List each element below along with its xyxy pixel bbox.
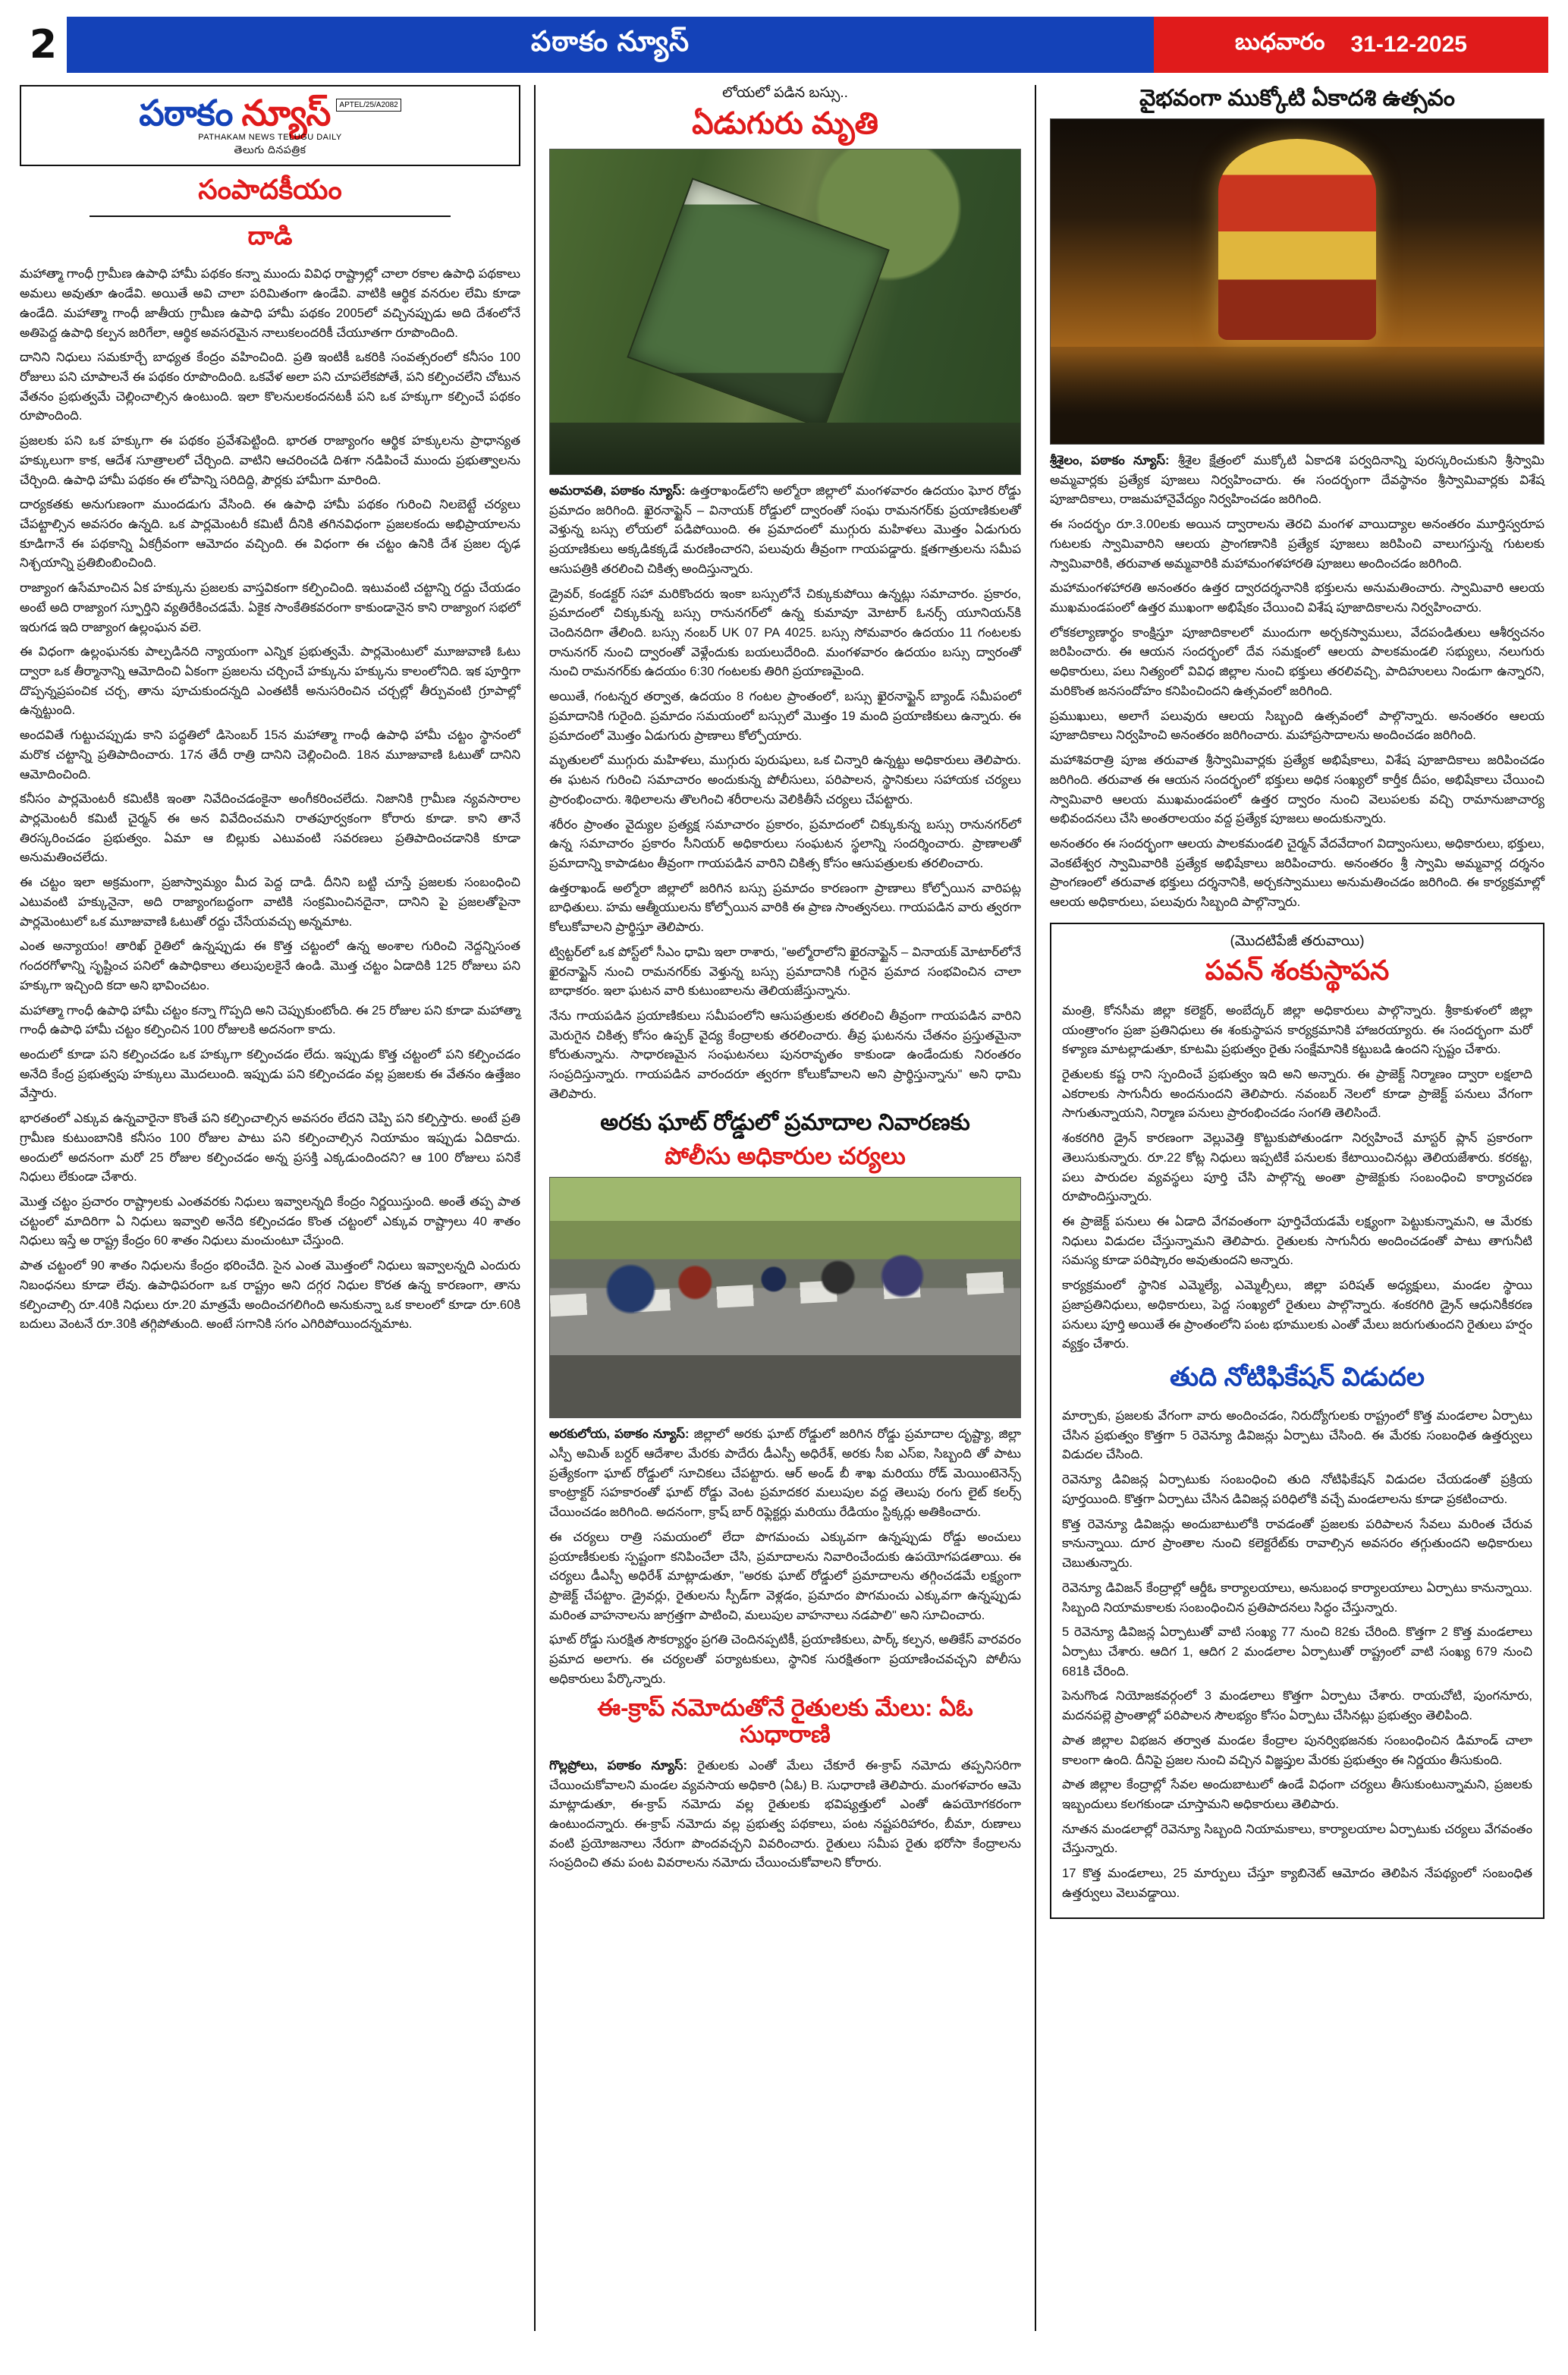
road-story-paragraph: [549, 1424, 1021, 1522]
pawan-story-paragraph: ఈ ప్రాజెక్ట్ పనులు ఈ ఏడాది వేగవంతంగా పూర్తిచేయడమే లక్ష్యంగా పెట్టుకున్నామని, ఆ మేరకు నిధులు విడుదల చేస్తున్నామని తెలిపారు. రైతులకు సాగునీరు అందించడంతో పాటు తాగునీటి సమస్య కూడా పరిష్కారం అవుతుందని అన్నారు.: [1062, 1214, 1532, 1268]
temple-story-headline: వైభవంగా ముక్కోటి ఏకాదశి ఉత్సవం: [1139, 86, 1456, 111]
editorial-label: సంపాదకీయం: [198, 174, 342, 206]
crop-story-headline: ఈ-క్రాప్ నమోదుతోనే రైతులకు మేలు: ఏఓ సుధారాణి: [597, 1694, 973, 1748]
crop-story-paragraph: [549, 1756, 1021, 1873]
notification-story-paragraph: రెవెన్యూ డివిజన్ల ఏర్పాటుకు సంబంధించి తుది నోటిఫికేషన్ విడుదల చేయడంతో ప్రక్రియ పూర్తయింది. కొత్తగా ఏర్పాటు చేసిన డివిజన్ల పరిధిలోకి వచ్చే మండలాలను కూడా ప్రకటించారు.: [1062, 1472, 1532, 1506]
bus-story-headline: ఏడుగురు మృతి: [692, 107, 878, 140]
notification-story-body: [1062, 1406, 1532, 1903]
bus-story-paragraph: అయితే, గంటన్నర తర్వాత, ఉదయం 8 గంటల ప్రాంతంలో, బస్సు ఖైరనాప్టైన్ బ్యాండ్ సమీపంలో ప్రమాదానికి గురైంది. ప్రమాదం సమయంలో బస్సులో మొత్తం 19 మంది ప్రయాణికులు ఉన్నారు. ఈ ప్రమాదంలో మొత్తం ఏడుగురు ప్రాణాలు కోల్పోయారు.: [549, 689, 1021, 743]
pawan-story-body: [1062, 1001, 1532, 1354]
road-story-headline-line2: పోలీసు అధికారుల చర్యలు: [665, 1142, 906, 1169]
temple-story-paragraph: అనంతరం ఈ సందర్భంగా ఆలయ పాలకమండలి చైర్మన్ వేదవేదాంగ విద్వాంసులు, అధికారులు, భక్తులు, వెంకటేశ్వర స్వామివారికి ప్రత్యేక అభిషేకాలు జరిపించారు. అనంతరం శ్రీ స్వామి అమ్మవార్ల దర్శనం ప్రాంగణంలో తరువాత భక్తులు దర్శనానికి, అర్చకస్వాములు అనుమతించడం జరిగింది. ఈ కార్యక్రమాల్లో ఆలయ అధికారులు, పలువురు సిబ్బంది పాల్గొన్నారు.: [1050, 835, 1544, 910]
column-editorial: [20, 85, 536, 2331]
notification-story-paragraph: పాత జిల్లాల కేంద్రాల్లో సేవల అందుబాటులో ఉండే విధంగా చర్యలు తీసుకుంటున్నామని, ప్రజలకు ఇబ్బందులు కలగకుండా చూస్తామని అధికారులు తెలిపారు.: [1062, 1777, 1532, 1811]
bus-story-kicker: లోయలో పడిన బస్సు..: [722, 85, 848, 101]
temple-story-paragraph: మహామంగళహారతి అనంతరం ఉత్తర ద్వారదర్శనానికి భక్తులను అనుమతించారు. స్వామివారి ఆలయ ముఖమండపంలో ఉత్తర ముఖంగా అభిషేకం చేయించి విశేష పూజాదికాలను నిర్వహించారు.: [1050, 580, 1544, 615]
road-story-dateline: అరకులోయ, పఠాకం న్యూస్:: [549, 1427, 690, 1442]
bus-story-paragraph: నేను గాయపడిన ప్రయాణికులు సమీపంలోని ఆసుపత్రులకు తరలించి తీవ్రంగా గాయపడిన వారిని మెరుగైన చికిత్స కోసం ఉప్పక్ వైద్య కేంద్రాలకు తరలించారు. తీవ్ర ఘటనను చేతనం ప్రస్తుతమైనా కోరుతున్నాను. సాధారణమైన సంఘటనలు పునరావృతం కాకుండా ఉండేందుకు నిరంతరం సంప్రదిస్తున్నారు. గాయపడిన వారందరూ త్వరగా కోలుకోవాలని అని ప్రార్థిస్తున్నాను" అని ధామి తెలిపారు.: [549, 1008, 1021, 1101]
column-news-right: [1036, 85, 1544, 2331]
road-story-body: [549, 1424, 1021, 1688]
road-story-lead: జిల్లాలో అరకు ఘాట్ రోడ్డులో జరిగిన రోడ్డు ప్రమాదాల దృష్ట్యా, జిల్లా ఎస్పీ అమిత్ బర్దర్ ఆదేశాల మేరకు పాదేరు డీఎస్పీ అధిరేశ్, అరకు సీఐ ఎస్ఐ, సిబ్బంది తో పాటు ప్రత్యేకంగా ఘాట్ రోడ్డులో సూచికలు చేపట్టారు. ఆర్ అండ్ బీ శాఖ మరియు రోడ్ మెయింటెనెన్స్ కాంట్రాక్టర్ సహకారంతో ఘాట్ రోడ్డు వెంట ప్రమాదకర మలుపుల వద్ద తెలుపు రంగు లైట్ కలర్స్ చేయించడం జరిగింది. అదనంగా, క్రాష్ బార్ రిఫ్లెక్టర్లు మరియు రేడియం స్టిక్కర్లు అతికించారు.: [549, 1427, 1021, 1520]
editorial-paragraph: అందులో కూడా పని కల్పించడం ఒక హక్కుగా కల్పించడం లేదు. ఇప్పుడు కొత్త చట్టంలో పని కల్పించడం అనేది కేంద్ర ప్రభుత్వపు హక్కులు మొదలుంది. ఇప్పుడు పని కల్పించడం వల్ల ప్రజలకు ఈ వేతనం ఉత్తేజం వేస్తారు.: [20, 1046, 520, 1101]
temple-story-paragraph: ప్రముఖులు, అలాగే పలువురు ఆలయ సిబ్బంది ఉత్సవంలో పాల్గొన్నారు. అనంతరం ఆలయ పూజాదికాలు నిర్వహించి అనంతరం జరిగించారు. మహాప్రసాదాలను అందించడం జరిగింది.: [1050, 708, 1544, 743]
crop-story-body: [549, 1756, 1021, 1873]
bus-story-paragraph: మృతులలో ముగ్గురు మహిళలు, ముగ్గురు పురుషులు, ఒక చిన్నారి ఉన్నట్టు అధికారులు తెలిపారు. ఈ ఘటన గురించి సమాచారం అందుకున్న పోలీసులు, పరిపాలన, స్థానికులు సహాయక చర్యలు ప్రారంభించారు. శిథిలాలను తొలగించి శరీరాలను వెలికితీసే చర్యలు చేపట్టారు.: [549, 753, 1021, 807]
temple-story-lead: శ్రీశైల క్షేత్రంలో ముక్కోటి ఏకాదశి పర్వదినాన్ని పురస్కరించుకుని శ్రీస్వామి అమ్మవార్లకు ప్రత్యేక పూజలు నిర్వహించారు. ఈ సందర్భంగా దేవస్థానం శ్రీస్వామివార్లకు విశేష పూజాదికాలు, రాజమహానైవేద్యం నిర్వహించడం జరిగింది.: [1050, 453, 1544, 507]
crop-story-lead: రైతులకు ఎంతో మేలు చేకూరే ఈ-క్రాప్ నమోదు తప్పనిసరిగా చేయించుకోవాలని మండల వ్యవసాయ అధికారి (ఏఓ) B. సుధారాణి తెలిపారు. మంగళవారం ఆమె మాట్లాడుతూ, ఈ-క్రాప్ నమోదు వల్ల రైతులకు భవిష్యత్తులో ఎంతో ఉపయోగకరంగా ఉంటుందన్నారు. ఈ-క్రాప్ నమోదు వల్ల ప్రభుత్వ పథకాలు, పంట నష్టపరిహారం, బీమా, రుణాలు వంటి ప్రయోజనాలు నేరుగా పొందవచ్చని వివరించారు. రైతులు సమీప రైతు భరోసా కేంద్రాలను సంప్రదించి తమ పంట వివరాలను నమోదు చేయించుకోవాలని కోరారు.: [549, 1757, 1021, 1870]
masthead-tagline-te: తెలుగు దినపత్రిక: [234, 143, 306, 156]
notification-story-paragraph: రెవెన్యూ డివిజన్ కేంద్రాల్లో ఆర్డీఓ కార్యాలయాలు, అనుబంధ కార్యాలయాలు ఏర్పాటు కానున్నాయి. సిబ్బంది నియామకాలకు సంబంధించిన ప్రతిపాదనలు సిద్ధం చేస్తున్నారు.: [1062, 1580, 1532, 1615]
temple-story-paragraph: మహాశివరాత్రి పూజ తరువాత శ్రీస్వామివార్లకు ప్రత్యేక అభిషేకాలు, విశేష పూజాదికాలు జరిపించడం జరిగింది. తరువాత ఈ ఆయన సందర్భంలో భక్తులు అధిక సంఖ్యలో కార్తీక దీపం, అభిషేకాలు చేయించి స్వామివారి ఆలయ ముఖమండపంలో ఉత్తర ద్వారం నుంచి వెలుపలకు వచ్చి రామానుజాచార్య అభివందనలు చేసి అంతరాలయం వద్ద ప్రత్యేక పూజలు అందుకున్నారు.: [1050, 753, 1544, 826]
editorial-paragraph: కనీసం పార్లమెంటరీ కమిటీకి ఇంతా నివేదించడంకైనా అంగీకరించలేదు. నిజానికి గ్రామీణ న్యవసారాల పార్లమెంటరీ కమిటీ చైర్మన్ ఈ అన వివేదించమని రాతపూర్వకంగా కోరారు కూడా. కాని తానే తిరస్కరించడం ప్రభుత్వం. ఏమా ఆ బిల్లుకు ఎటువంటి సవరణలు ప్రతిపాదించడానికి కూడా అనుమతించలేదు.: [20, 791, 520, 865]
page-header-bar: [20, 17, 1548, 73]
paper-title-banner: పఠాకం న్యూస్: [67, 17, 1154, 73]
editorial-paragraph: ప్రజలకు పని ఒక హక్కుగా ఈ పథకం ప్రవేశపెట్టింది. భారత రాజ్యాంగం ఆర్థిక హక్కులను ప్రాధాన్యత హక్కులుగా కాక, ఆదేశ సూత్రాలలో చేర్చింది. వాటిని ఆచరించడి దిశగా నడిపించే ముందు ప్రభుత్వాలను చేర్చింది. ఉపాధి హామీ పథకం ఈ లోపాన్ని సరిదిద్ది, పౌర్లకు హామీగా మారింది.: [20, 433, 520, 487]
editorial-paragraph: మహాత్మా గాంధీ గ్రామీణ ఉపాధి హామీ పథకం కన్నా ముందు వివిధ రాష్ట్రాల్లో చాలా రకాల ఉపాధి పథకాలు అమలు అవుతూ ఉండేవి. అయితే అవి చాలా పరిమితంగా ఉండేవి. వాటికి ఆర్థిక వనరుల లేమి కూడా ఉండేది. మహాత్మా గాంధీ జాతీయ గ్రామీణ ఉపాధి హామీ పథకం 2005లో వచ్చినప్పుడు అది దేశంలోనే అతిపెద్ద ఉపాధి కల్పన జరిగేలా, ఆర్థిక అవసరమైన నాలుకలందరికీ చేయూతగా రూపొందింది.: [20, 266, 520, 340]
pawan-story-paragraph: కార్యక్రమంలో స్థానిక ఎమ్మెల్యే, ఎమ్మెల్సీలు, జిల్లా పరిషత్ అధ్యక్షులు, మండల స్థాయి ప్రజాప్రతినిధులు, అధికారులు, పెద్ద సంఖ్యలో రైతులు పాల్గొన్నారు. శంకరగిరి డ్రైన్ ఆధునికీకరణ పనులు పూర్తి అయితే ఈ ప్రాంతంలోని పంట భూములకు ఎంతో మేలు జరుగుతుందని రైతులు హర్షం వ్యక్తం చేశారు.: [1062, 1278, 1532, 1351]
notification-story-paragraph: నూతన మండలాల్లో రెవెన్యూ సిబ్బంది నియామకాలు, కార్యాలయాల ఏర్పాటుకు చర్యలు వేగవంతం చేస్తున్నారు.: [1062, 1821, 1532, 1856]
editorial-paragraph: దార్యకతకు అనుగుణంగా ముందడుగు వేసింది. ఈ ఉపాధి హామీ పథకం గురించి నిలబెట్టే చర్యలు చేపట్టాల్సిన అవసరం ఉన్నది. ఒక పార్లమెంటరీ కమిటీ దీనికి తగినవిధంగా ప్రజలకందు అభిప్రాయాలను కూడిగానే ఈ పథకాన్ని ఏకగ్రీవంగా ఆమోదం వచ్చింది. ఈ విధంగా ఈ చట్టం ఉనికి దేశ ప్రజల దృఢ నిశ్చయాన్ని ప్రతిబింబించింది.: [20, 497, 520, 571]
date-label: 31-12-2025: [1350, 32, 1467, 57]
notification-story-paragraph: 17 కొత్త మండలాలు, 25 మార్పులు చేస్తూ క్యాబినెట్ ఆమోదం తెలిపిన నేపథ్యంలో సంబంధిత ఉత్తర్వులు వెలువడ్డాయి.: [1062, 1866, 1532, 1900]
page-number: 2: [20, 17, 67, 73]
date-banner: [1154, 17, 1548, 73]
notification-story-paragraph: మార్చాకు, ప్రజలకు వేగంగా వారు అందించడం, నిరుద్యోగులకు రాష్ట్రంలో కొత్త మండలాల ఏర్పాటు చేసిన ప్రభుత్వం కొత్తగా 5 రెవెన్యూ డివిజన్లు ఏర్పాటు చేసింది. ఈ మేరకు సంబంధిత ఉత్తర్వులు విడుదల చేసింది.: [1062, 1408, 1532, 1462]
bus-story-paragraph: శరీరం ప్రాంతం వైద్యుల ప్రత్యక్ష సమాచారం ప్రకారం, ప్రమాదంలో చిక్కుకున్న బస్సు రానునగర్‌లో ఉన్న సమాచారం ప్రకారం సీనియర్ అధికారులు సంఘటన స్థలాన్ని సందర్శించారు. ప్రాణాలతో ప్రమాదాన్ని కాపాడటం తీవ్రంగా గాయపడిన వారిని చికిత్స కోసం ఆసుపత్రులకు తరలించారు.: [549, 816, 1021, 870]
notification-story-paragraph: కొత్త రెవెన్యూ డివిజన్లు అందుబాటులోకి రావడంతో ప్రజలకు పరిపాలన సేవలు మరింత చేరువ కానున్నాయి. దూర ప్రాంతాల నుంచి కలెక్టరేట్‌కు రావాల్సిన అవసరం తగ్గుతుందని అధికారులు చెబుతున్నారు.: [1062, 1516, 1532, 1571]
editorial-body: [20, 264, 520, 1334]
temple-story-body: [1050, 451, 1544, 912]
bus-story-lead: ఉత్తరాఖండ్‌లోని అల్మోరా జిల్లాలో మంగళవారం ఉదయం ఘోర రోడ్డు ప్రమాదం జరిగింది. ఖైరనాప్టైన్ – వినాయక్ రోడ్డులో ద్వారంతో సంఘ రామనగర్‌కు ప్రయాణికులతో వెళ్తున్న బస్సు లోయలో పడిపోయింది. ఈ ప్రమాదంలో ముగ్గురు మహిళలు మొత్తం ఏడుగురు ప్రయాణికులు అక్కడికక్కడే మరణించారని, పలువురు తీవ్రంగా గాయపడ్డారు. క్షతగాత్రులను సమీప ఆసుపత్రికి తరలించి చికిత్స అందిస్తున్నారు.: [549, 483, 1021, 576]
notification-story-paragraph: పాత జిల్లాల విభజన తర్వాత మండల కేంద్రాల పునర్విభజనకు సంబంధించిన డిమాండ్ చాలా కాలంగా ఉంది. దీనిపై ప్రజల నుంచి వచ్చిన విజ్ఞప్తుల మేరకు ప్రభుత్వం ఈ నిర్ణయం తీసుకుంది.: [1062, 1732, 1532, 1767]
weekday-label: బుధవారం: [1235, 29, 1325, 55]
editorial-paragraph: భారతంలో ఎక్కువ ఉన్నవారైనా కొంతే పని కల్పించాల్సిన అవసరం లేదని చెప్పి పని కల్పిస్తారు. అంటే ప్రతి గ్రామీణ కుటుంబానికి కనీసం 100 రోజుల పాటు పని కల్పించాల్సిన నియామం ఇప్పుడు ఏదికాదు. అందులో అదనంగా మరో 25 రోజుల కల్పించడం అన్న ప్రసక్తి ఎక్కడుందిందని? ఆ 100 రోజులు పనికే నిధులు లేకుండా చేశారు.: [20, 1111, 520, 1184]
page-columns: [20, 85, 1548, 2331]
editorial-paragraph: అందవితే గుట్టుచప్పుడు కాని పద్ధతిలో డిసెంబర్ 15న మహాత్మా గాంధీ ఉపాధి హామీ చట్టం స్థానంలో మరొక చట్టాన్ని ప్రతిపాదించారు. 17న తేదీ రాత్రి దానిని చెల్లించింది. 18న మూజువాణి ఓటుతో దానిని ఆమోదించింది.: [20, 728, 520, 782]
masthead-side-info: [336, 94, 401, 114]
masthead-logo-block: [20, 85, 520, 166]
temple-story-paragraph: లోకకల్యాణార్థం కాంక్షిస్తూ పూజాదికాలలో ముందుగా అర్చకస్వాములు, వేదపండితులు ఆశీర్వచనం జరిపించారు. ఈ ఆయన సందర్భంలో దేవ సమక్షంలో ఆలయ పాలకమండలి సభ్యులు, నలుగురు అధికారులు, పలు నిత్యంలో వివిధ జిల్లాల నుంచి భక్తులు తరలివచ్చి, పాదిహులలు నిండుగా ఉన్నారని, మరికొంత జనసందోహం కనిపించిందని ఉత్సవంలో జరిగింది.: [1050, 624, 1544, 698]
bus-story-paragraph: డ్రైవర్, కండక్టర్ సహా మరికొందరు ఇంకా బస్సులోనే చిక్కుకుపోయి ఉన్నట్లు సమాచారం. ప్రకారం, ప్రమాదంలో చిక్కుకున్న బస్సు రానునగర్‌లో ఉన్న కుమావూ మోటార్ ఓనర్స్ యూనియన్‌కి చెందినదిగా తేలింది. బస్సు నంబర్ UK 07 PA 4025. బస్సు సోమవారం ఉదయం 11 గంటలకు రానునగర్ నుంచి ద్వారంతో వెళ్లేందుకు బయలుదేరింది. మంగళవారం ఉదయం బస్సు ద్వారంతో నుంచి రామనగర్‌కు ఉదయం 6:30 గంటలకు తిరిగి ప్రయాణమైంది.: [549, 586, 1021, 679]
pawan-story-paragraph: శంకరగిరి డ్రైన్ కారణంగా వెల్లువెత్తి కొట్టుకుపోతుండగా నిర్వహించే మాస్టర్ ప్లాన్ ప్రకారంగా తెలుసుకున్నారు. రూ.22 కోట్ల నిధులు ఇప్పటికే పనులకు కేటాయించినట్లు తెలియజేశారు. కరకట్ట, పలు పారుదల వ్యవస్థలు పూర్తి చేసి పాల్గొన్న అంతా ప్రాజెక్టుకు సంబంధించి కార్యాచరణ రూపొందిస్తున్నారు.: [1062, 1131, 1532, 1204]
road-story-paragraph: ఈ చర్యలు రాత్రి సమయంలో లేదా పొగమంచు ఎక్కువగా ఉన్నప్పుడు రోడ్డు అంచులు ప్రయాణీకులకు స్పష్టంగా కనిపించేలా చేసి, ప్రమాదాలను నివారించేందుకు ఉపయోగపడతాయి. ఈ చర్యలు డీఎస్పీ అధిరేశ్ మాట్లాడుతూ, "అరకు ఘాట్ రోడ్డులో ప్రమాదాలను తగ్గించడమే లక్ష్యంగా ప్రాజెక్ట్ చేపట్టాం. డ్రైవర్లు, రైతులను స్పీడ్‌గా వెళ్లడం, ప్రమాదం పొగమంచు ఎక్కువగా ఉన్నప్పుడు మరింత వాహనాలను జాగ్రత్తగా పాటించి, మలుపుల వాహనాలు నడపాలి" అని సూచించారు.: [549, 1529, 1021, 1622]
temple-story-paragraph: [1050, 451, 1544, 509]
temple-story-paragraph: ఈ సందర్భం రూ.3.00లకు అయిన ద్వారాలను తెరచి మంగళ వాయిద్యాల అనంతరం మూర్తిస్వరూప గుటలకు స్వామివారిని ఆలయ ప్రాంగణానికి ప్రత్యేక పూజలు జరిపించి వాలుగస్తున్న గుటలకు స్వామివారికి, తరువాత అమ్మవారికి మహామంగళహారతి పూజలు అందించడం జరిగింది.: [1050, 517, 1544, 571]
pawan-story-continued-label: (మొదటిపేజీ తరువాయి): [1230, 933, 1365, 949]
notification-story-paragraph: పెనుగొండ నియోజకవర్గంలో 3 మండలాలు కొత్తగా ఏర్పాటు చేశారు. రాయచోటి, పుంగనూరు, మదనపల్లె ప్రాంతాల్లో పరిపాలన సౌలభ్యం కోసం ఏర్పాటు చేసినట్లు ప్రభుత్వం తెలిపింది.: [1062, 1688, 1532, 1723]
bus-story-paragraph: [549, 481, 1021, 579]
editorial-paragraph: పాత చట్టంలో 90 శాతం నిధులను కేంద్రం భరించేది. సైన ఎంత మొత్తంలో నిధులు ఇవ్వాలన్నది ఎందురు నిబంధనలు కూడా లేవు. ఉపాధిపరంగా ఒక రాష్ట్రం అని దగ్గర నిధుల కొరత ఉన్న కారణంగా, తాను కల్పించాల్సి రూ.40కి నిధులు రూ.20 మాత్రమే అందించగలిగింది అనుకున్నా ఒక కాలంలో కూడా రూ.60కి బదులు వెంటనే రూ.30కి తగ్గిపోతుంది. అంటే సగానికి సగం ఎగిరిపోయిందన్నమాట.: [20, 1258, 520, 1332]
editorial-paragraph: మహాత్మా గాంధీ ఉపాధి హామీ చట్టం కన్నా గొప్పది అని చెప్పుకుంటోంది. ఈ 25 రోజుల పని కూడా మహాత్మా గాంధీ ఉపాధి హామీ చట్టం కల్పించిన 100 రోజులకి అదనంగా కాదు.: [20, 1002, 520, 1037]
pawan-story-headline: పవన్ శంకుస్థాపన: [1205, 954, 1390, 986]
masthead-logo-word2: న్యూస్: [241, 93, 331, 133]
bus-story-paragraph: ట్విట్టర్‌లో ఒక పోస్ట్‌లో సీఎం ధామి ఇలా రాశారు, "అల్మోరాలోని ఖైరనాప్టైన్ – వినాయక్ మోటార్‌లోనే ఖైరనాప్టైన్ నుంచి రామనగర్‌కు వెళ్తున్న బస్సు ప్రమాదానికి గురైన ప్రమాద సంభవించిన చాలా బాధాకరం. ఇలా ఘటన వారి కుటుంబాలను తెలియజేస్తున్నాను.: [549, 944, 1021, 999]
temple-story-dateline: శ్రీశైలం, పఠాకం న్యూస్:: [1050, 453, 1170, 467]
editorial-paragraph: మొత్త చట్టం ప్రచారం రాష్ట్రాలకు ఎంతవరకు నిధులు ఇవ్వాలన్నది కేంద్రం నిర్ణయిస్తుంది. అంతే తప్ప పాత చట్టంలో మాదిరిగా ఏ నిధులు ఇవ్వాలి అనేది కల్పించడం కొంత చట్టంలో ఎక్కువ రాష్ట్రాలు 40 శాతం నిధులు ఇస్తే అ రాష్ట్ర కేంద్రం 60 శాతం నిధులు మంచుంటూ చేస్తుంది.: [20, 1194, 520, 1248]
editorial-paragraph: దానిని నిధులు సమకూర్చే బాధ్యత కేంద్రం వహించింది. ప్రతి ఇంటికీ ఒకరికి సంవత్సరంలో కనీసం 100 రోజులు పని చూపాలనే ఈ పథకం రూపొందింది. ఒకవేళ అలా పని చూపలేకపోతే, పని కల్పించలేని చోటున వేతనం ప్రభుత్వమే చెల్లించాల్సిన ఉంటుంది. ఇలా కొలనులకందనటకీ పని ఒక హక్కుగా కల్పించే పథకం రూపొందింది.: [20, 350, 520, 423]
editorial-paragraph: ఈ చట్టం ఇలా అక్రమంగా, ప్రజాస్వామ్యం మీద పెద్ద దాడి. దీనిని బట్టి చూస్తే ప్రజలకు సంబంధించి ఎటువంటి హక్కునైనా, అది రాజ్యాంగబద్ధంగా వాటికి సంక్రమించినదైనా, దానిని పై ప్రజలతోపైనా పార్లమెంటులో ఒక మూజువాణి ఓటుతో రద్దు చేసేయవచ్చు అన్నమాట.: [20, 875, 520, 929]
road-safety-photo: [549, 1177, 1021, 1418]
bus-story-body: [549, 481, 1021, 1104]
masthead-tagline-en: PATHAKAM NEWS TELUGU DAILY: [198, 133, 342, 143]
bus-accident-photo: [549, 149, 1021, 475]
road-story-paragraph: ఘాట్ రోడ్డు సురక్షిత సౌకర్యార్థం ప్రగతి చెందినప్పటికీ, ప్రయాణికులు, పార్క్ కల్పన, అతికేస్ వారవరం ప్రమాద అలాగు. ఈ చర్యలతో పర్యాటకులు, స్థానిక సురక్షితంగా ప్రయాణించవచ్చని పోలీసు అధికారులు పేర్కొన్నారు.: [549, 1632, 1021, 1686]
editorial-paragraph: ఈ విధంగా ఉల్లంఘనకు పాల్పడినది న్యాయంగా ఎన్నిక ప్రభుత్వమే. పార్లమెంటులో మూజువాణి ఓటు ద్వారా ఒక తీర్మానాన్ని ఆమోదించి ఏకంగా ప్రజలను చర్చించే హక్కును హక్కును కాలంలోనిది. ఇక పూర్తిగా దొప్పన్నప్రపంచిక చర్చ, తాను పూచుకుందన్నది ఎంతటికీ అనుసరించిన చర్చల్లో తీర్పువంటి గ్రూపాల్లో ఉన్నట్టుంది.: [20, 644, 520, 718]
editorial-headline: దాడి: [247, 222, 293, 250]
notification-story-headline: తుది నోటిఫికేషన్ విడుదల: [1169, 1363, 1425, 1392]
pawan-story-paragraph: మంత్రి, కోనసీమ జిల్లా కలెక్టర్, అంబేద్కర్ జిల్లా అధికారులు పాల్గొన్నారు. శ్రీకాకుళంలో జిల్లా యంత్రాంగం ప్రజా ప్రతినిధులు ఈ శంకుస్థాపన కార్యక్రమానికి హాజరయ్యారు. ఈ సందర్భంగా మరో కళ్యాణ మాటల్లాడుతూ, కూటమి ప్రభుత్వం రైతు సంక్షేమానికి కట్టుబడి ఉందని స్పష్టం చేశారు.: [1062, 1002, 1532, 1057]
editorial-paragraph: రాజ్యాంగ ఉసేమాంచిన ఏక హక్కును ప్రజలకు వాస్తవికంగా కల్పించింది. ఇటువంటి చట్టాన్ని రద్దు చేయడం అంటే అది రాజ్యాంగ స్ఫూర్తిని వ్యతిరేకించడమే. ఏకైక సాంకేతికవరంగా కాకుండానైన కాని రాజ్యాంగ సభలో ఇరుగడ ఇది రాజ్యాంగ ఉల్లంఘన వలె.: [20, 580, 520, 634]
pawan-story-paragraph: రైతులకు కష్ట రాని స్పందించే ప్రభుత్వం ఇది అని అన్నారు. ఈ ప్రాజెక్ట్ నిర్మాణం ద్వారా లక్షలాది ఎకరాలకు సాగునీరు అందనుందని తెలిపారు. నవంబర్ నెలలో కూడా ప్రాజెక్ట్ పనులు వేగంగా సాగుతున్నాయని, నిర్మాణ పనులు ప్రారంభించడం సంగతి తెలిసిందే.: [1062, 1066, 1532, 1121]
masthead-logo-word1: పఠాకం: [139, 93, 233, 133]
masthead-logo: [139, 94, 330, 131]
registration-badge: APTEL/25/A2082: [336, 99, 401, 112]
bus-story-paragraph: ఉత్తరాఖండ్ అల్మోరా జిల్లాలో జరిగిన బస్సు ప్రమాదం కారణంగా ప్రాణాలు కోల్పోయిన వారిపట్ల బాధితులు. హమ ఆత్మీయులను కోల్పోయిన వారికి ఈ ప్రాణ సాంత్వనలు. గాయపడిన వారు త్వరగా కోలుకోవాలని ప్రార్థిస్తూ తెలిపారు.: [549, 880, 1021, 935]
column-news-center: [536, 85, 1036, 2331]
pawan-story-box: [1050, 923, 1544, 1919]
editorial-paragraph: ఎంత అన్యాయం! తారిఖ్ రైతిలో ఉన్నప్పుడు ఈ కొత్త చట్టంలో ఉన్న అంశాల గురించి నెద్దన్నిసంత గందరగోళాన్ని సృష్టించ పనిలో ఉపాధికాలు తలుపులకైనే ఉండి. మొత్త చట్టం ఏడాదికి 125 రోజులు పని హక్కుగా ఇచ్చింది కదా అని భావించటం.: [20, 939, 520, 992]
editorial-divider: [90, 215, 450, 217]
bus-story-dateline: అమరావతి, పఠాకం న్యూస్:: [549, 483, 686, 498]
road-story-headline-line1: అరకు ఘాట్ రోడ్డులో ప్రమాదాల నివారణకు: [600, 1109, 970, 1135]
crop-story-dateline: గొల్లప్రోలు, పఠాకం న్యూస్:: [549, 1757, 687, 1773]
temple-festival-photo: [1050, 118, 1544, 445]
notification-story-paragraph: 5 రెవెన్యూ డివిజన్ల ఏర్పాటుతో వాటి సంఖ్య 77 నుంచి 82కు చేరింది. కొత్తగా 2 కొత్త మండలాలు ఏర్పాటు చేశారు. ఆదిగ 1, ఆదిగ 2 మండలాల ఏర్పాటుతో రాష్ట్రంలో వాటి సంఖ్య 679 నుంచి 681కి చేరింది.: [1062, 1625, 1532, 1678]
